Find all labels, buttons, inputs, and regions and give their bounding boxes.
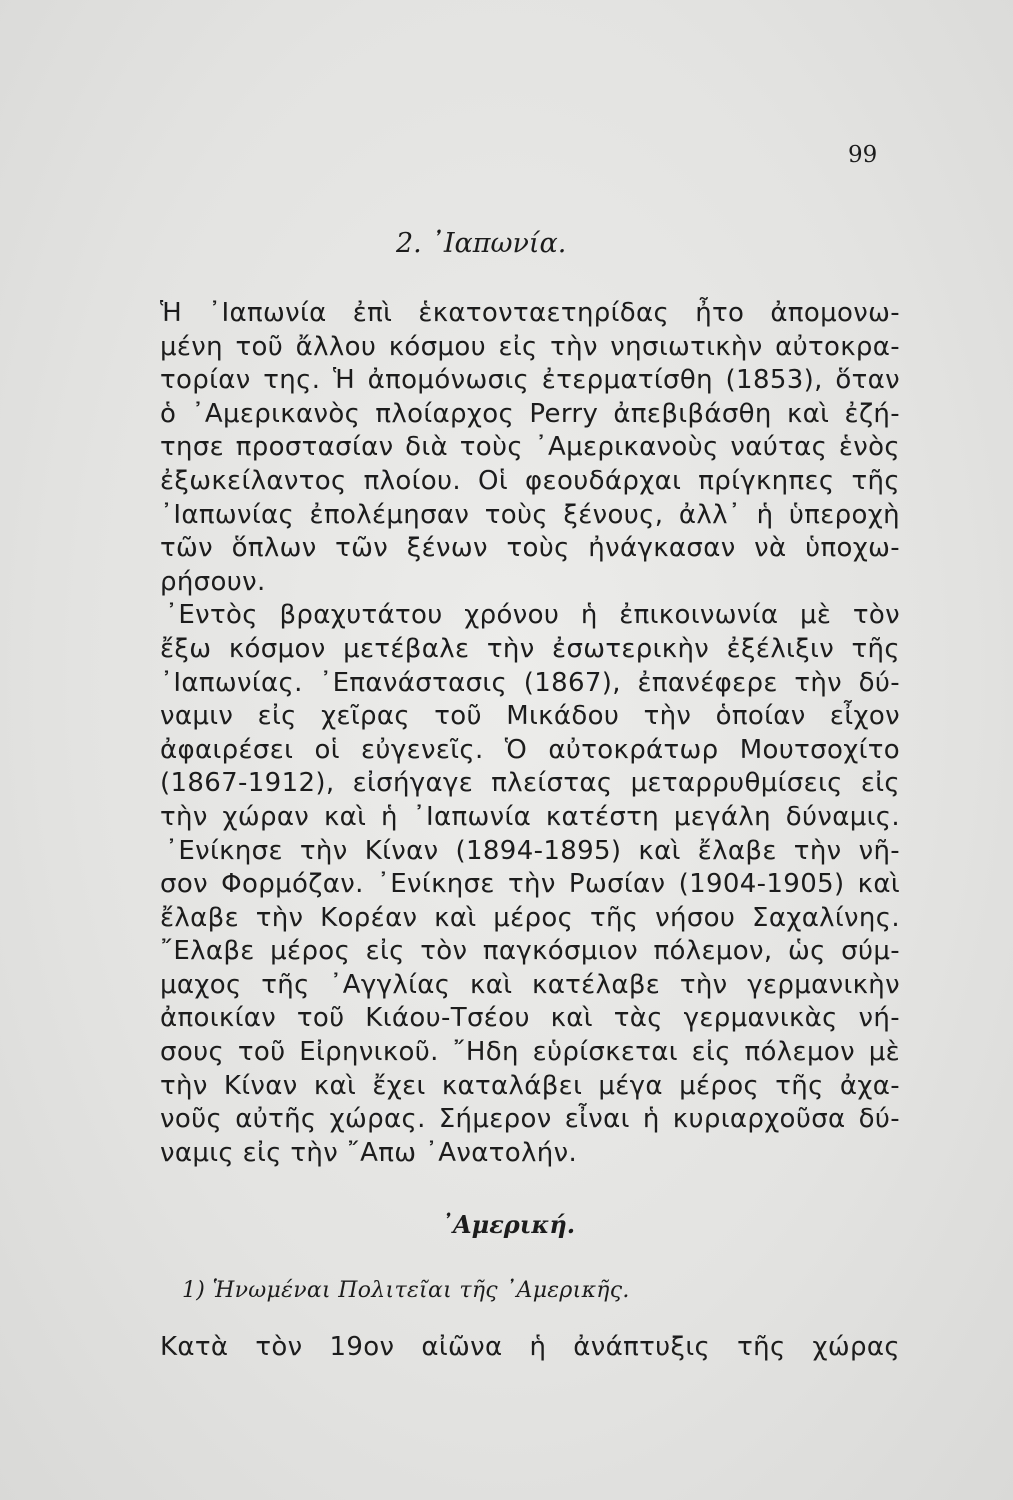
text-line: (1867-1912), εἰσήγαγε πλείστας μεταρρυθμίσεις εἰς — [160, 768, 900, 799]
text-line: ἐξωκείλαντος πλοίου. Οἱ φεουδάρχαι πρίγκηπες τῆς — [160, 465, 900, 496]
text-line: μένη τοῦ ἄλλου κόσμου εἰς τὴν νησιωτικὴν αὐτοκρα- — [160, 331, 900, 362]
text-line: τορίαν της. Ἡ ἀπομόνωσις ἐτερματίσθη (1853), ὅταν — [160, 365, 900, 396]
text-line: ρήσουν. — [160, 566, 266, 597]
page-number: 99 — [848, 142, 878, 168]
text-line: ᾿Ιαπωνίας. ᾿Επανάστασις (1867), ἐπανέφερε τὴν δύ- — [160, 667, 900, 698]
text-line: ᾿Ιαπωνίας ἐπολέμησαν τοὺς ξένους, ἀλλ᾿ ἡ ὑπεροχὴ — [160, 499, 900, 530]
text-line: ναμιν εἰς χεῖρας τοῦ Μικάδου τὴν ὁποίαν εἶχον — [160, 701, 900, 732]
chapter-heading-america: ᾿Αμερική. — [441, 1210, 576, 1239]
text-line: ῎Ελαβε μέρος εἰς τὸν παγκόσμιον πόλεμον, ὡς σύμ- — [160, 936, 900, 967]
text-line: ἔξω κόσμον μετέβαλε τὴν ἐσωτερικὴν ἐξέλιξιν τῆς — [160, 633, 900, 664]
text-line: ᾿Εντὸς βραχυτάτου χρόνου ἡ ἐπικοινωνία μὲ τὸν — [165, 600, 900, 631]
text-line: τησε προστασίαν διὰ τοὺς ᾿Αμερικανοὺς ναύτας ἑνὸς — [160, 432, 900, 463]
text-line: Ἡ ᾿Ιαπωνία ἐπὶ ἑκατονταετηρίδας ἦτο ἀπομονω- — [160, 298, 900, 328]
text-line: τὴν χώραν καὶ ἡ ᾿Ιαπωνία κατέστη μεγάλη δύναμις. — [160, 801, 900, 832]
text-line: ὁ ᾿Αμερικανὸς πλοίαρχος Perry ἀπεβιβάσθη καὶ ἐζή- — [160, 398, 900, 429]
section-body-usa — [160, 1331, 900, 1365]
section-heading-japan: 2. ᾿Ιαπωνία. — [396, 228, 567, 259]
subsection-heading-usa: 1) Ἡνωμέναι Πολιτεῖαι τῆς ᾿Αμερικῆς. — [182, 1278, 630, 1303]
text-line: νοῦς αὐτῆς χώρας. Σήμερον εἶναι ἡ κυριαρχοῦσα δύ- — [160, 1104, 900, 1135]
text-line: ἀφαιρέσει οἱ εὐγενεῖς. Ὁ αὐτοκράτωρ Μουτσοχίτο — [160, 734, 900, 765]
text-line: ἔλαβε τὴν Κορέαν καὶ μέρος τῆς νήσου Σαχαλίνης. — [160, 902, 900, 933]
text-line: μαχος τῆς ᾿Αγγλίας καὶ κατέλαβε τὴν γερμανικὴν — [160, 969, 900, 1000]
text-line: τὴν Κίναν καὶ ἔχει καταλάβει μέγα μέρος τῆς ἀχα- — [160, 1070, 900, 1101]
text-line: Κατὰ τὸν 19ον αἰῶνα ἡ ἀνάπτυξις τῆς χώρας — [160, 1332, 900, 1362]
text-line: ναμις εἰς τὴν ῎Απω ᾿Ανατολήν. — [160, 1137, 578, 1168]
text-line: ἀποικίαν τοῦ Κιάου-Τσέου καὶ τὰς γερμανικὰς νή- — [160, 1003, 900, 1034]
text-line: σους τοῦ Εἰρηνικοῦ. ῎Ηδη εὑρίσκεται εἰς πόλεμον μὲ — [160, 1037, 900, 1068]
text-line: τῶν ὅπλων τῶν ξένων τοὺς ἠνάγκασαν νὰ ὑποχω- — [160, 533, 900, 564]
text-line: ᾿Ενίκησε τὴν Κίναν (1894-1895) καὶ ἔλαβε τὴν νῆ- — [165, 835, 900, 866]
text-line: σον Φορμόζαν. ᾿Ενίκησε τὴν Ρωσίαν (1904-1905) καὶ — [160, 869, 900, 900]
section-body-japan — [160, 297, 900, 1170]
